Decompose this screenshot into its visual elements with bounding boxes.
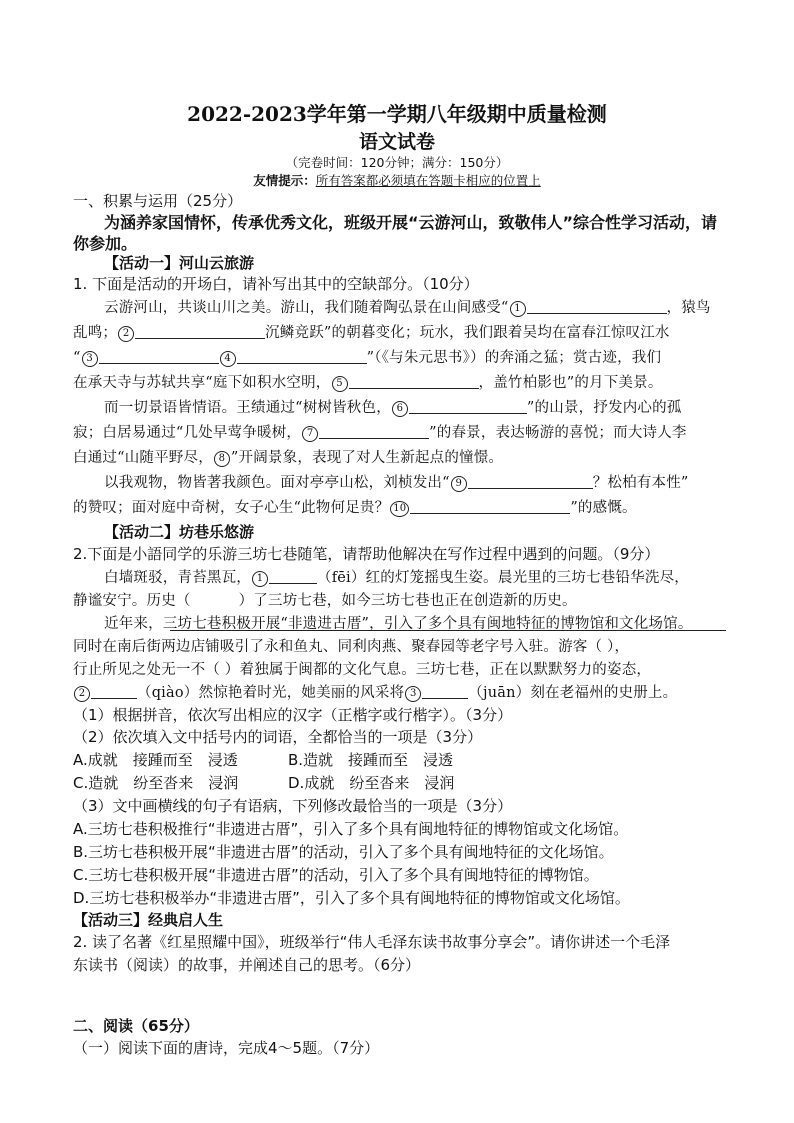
answer-blank-4 <box>237 349 367 364</box>
blank-number-badge: 8 <box>214 451 230 467</box>
subquestion-1: （1）根据拼音，依次写出相应的汉字（正楷字或行楷字）。（3分） <box>73 706 513 724</box>
blank-number-badge: 4 <box>220 351 236 367</box>
answer-blank-9 <box>468 474 593 489</box>
fix-option-a: A.三坊七巷积极推行“非遗进古厝”，引入了多个具有闽地特征的博物馆或文化场馆。 <box>73 820 629 838</box>
poem-blank-line-6: 寂；白居易通过“几处早莺争暖树， 7 ”的春景，表达畅游的喜悦；而大诗人李 <box>73 425 687 441</box>
blank-number-badge: 1 <box>252 571 268 587</box>
question-3-line1: 2. 读了名著《红星照耀中国》，班级举行“伟人毛泽东读书故事分享会”。请你讲述一个毛泽 <box>73 933 671 951</box>
poem-blank-line-9: 的赞叹；面对庭中奇树，女子心生“此物何足贵？ 10 ”的感慨。 <box>73 500 637 516</box>
option-c: C.造就 纷至沓来 浸润 <box>73 774 239 792</box>
tip-prefix: 友情提示： <box>253 173 316 188</box>
poem-blank-line-5: 而一切景语皆情语。王绩通过“树树皆秋色， 6 ”的山景，抒发内心的孤 <box>104 400 682 416</box>
fix-option-d: D.三坊七巷积极举办“非遗进古厝”，引入了多个具有闽地特征的博物馆或文化场馆。 <box>73 889 630 907</box>
faulty-sentence: 三坊七巷积极开展“非遗进古厝”，引入了多个具有闽地特征的博物馆和文化场馆。 <box>162 616 693 632</box>
blank-number-badge: 2 <box>74 686 90 702</box>
poem-blank-line-7: 白通过“山随平野尽， 8 ”开阔景象，表现了对人生新起点的憧憬。 <box>73 450 504 466</box>
answer-blank-2 <box>135 324 265 339</box>
blank-number-badge: 2 <box>118 326 134 342</box>
poem-blank-line-1: 云游河山，共谈山川之美。游山，我们随着陶弘景在山间感受“ 1 ，猿鸟 <box>104 300 711 316</box>
blank-number-badge: 6 <box>392 401 408 417</box>
essay-line-3: 近年来，三坊七巷积极开展“非遗进古厝”，引入了多个具有闽地特征的博物馆和文化场馆。 <box>104 616 693 632</box>
question-3-line2: 东读书（阅读）的故事，并阐述自己的思考。（6分） <box>73 956 421 974</box>
subquestion-2: （2）依次填入文中括号内的词语，全都恰当的一项是（3分） <box>73 728 483 746</box>
wavy-underline <box>170 626 726 631</box>
essay-line-5: 行止所见之处无一不（ ）着独属于闽都的文化气息。三坊七巷，正在以默默努力的姿态， <box>73 662 652 678</box>
section2-subheading: （一）阅读下面的唐诗，完成4～5题。（7分） <box>73 1039 380 1057</box>
essay-line-1: 白墙斑驳，青苔黑瓦， 1 （fēi）红的灯笼摇曳生姿。晨光里的三坊七巷铅华洗尽， <box>104 570 689 586</box>
question-1: 1. 下面是活动的开场白，请补写出其中的空缺部分。（10分） <box>73 275 479 293</box>
poem-blank-line-8: 以我观物，物皆著我颜色。面对亭亭山松，刘桢发出“ 9 ？松柏有本性” <box>104 475 689 491</box>
answer-blank-1 <box>527 299 667 314</box>
poem-blank-line-4: 在承天寺与苏轼共享“庭下如积水空明， 5 ，盖竹柏影也”的月下美景。 <box>73 375 663 391</box>
blank-number-badge: 3 <box>405 686 421 702</box>
section1-heading: 一、积累与运用（25分） <box>73 192 243 210</box>
blank-number-badge: 9 <box>451 476 467 492</box>
answer-blank-5 <box>349 374 479 389</box>
question-2: 2.下面是小語同学的乐游三坊七巷随笔，请帮助他解决在写作过程中遇到的问题。（9分） <box>73 545 660 563</box>
answer-blank-7 <box>319 424 429 439</box>
friendly-tip <box>0 171 794 189</box>
blank-number-badge: 3 <box>82 351 98 367</box>
section1-intro-line1: 为涵养家国情怀，传承优秀文化，班级开展“云游河山，致敬伟人”综合性学习活动，请 <box>104 213 718 232</box>
fix-option-c: C.三坊七巷积极开展“非遗进古厝”的活动，引入了多个具有闽地特征的博物馆。 <box>73 866 599 884</box>
blank-number-badge: 5 <box>332 376 348 392</box>
section1-intro-line2: 你参加。 <box>73 234 138 253</box>
essay-line-6: 2 （qiào）然惊艳着时光，她美丽的风采将 3 （juān）刻在老福州的史册上。 <box>73 681 677 702</box>
fix-option-b: B.三坊七巷积极开展“非遗进古厝”的活动，引入了多个具有闽地特征的文化场馆。 <box>73 843 614 861</box>
option-d: D.成就 纷至沓来 浸润 <box>288 774 455 792</box>
option-a: A.成就 接踵而至 浸透 <box>73 751 238 769</box>
essay-line-2: 静谧安宁。历史（ ）了三坊七巷，如今三坊七巷也正在创造新的历史。 <box>73 593 577 609</box>
tip-text: 所有答案都必须填在答题卡相应的位置上 <box>315 173 541 188</box>
activity3-title: 【活动三】经典启人生 <box>73 911 224 929</box>
blank-number-badge: 1 <box>510 301 526 317</box>
poem-blank-line-2: 乱鸣； 2 沉鳞竞跃”的朝暮变化；玩水，我们跟着吴均在富春江惊叹江水 <box>73 325 670 341</box>
answer-blank-6 <box>409 399 527 414</box>
pinyin-blank-2 <box>91 684 137 699</box>
time-note: （完卷时间：120分钟；满分：150分） <box>285 155 509 170</box>
section2-heading: 二、阅读（65分） <box>73 1017 199 1035</box>
blank-number-badge: 7 <box>302 426 318 442</box>
essay-line-4: 同时在南后街两边店铺吸引了永和鱼丸、同利肉燕、聚春园等老字号入驻。游客（ ）， <box>73 639 630 655</box>
blank-number-badge: 10 <box>390 501 409 517</box>
answer-blank-3 <box>99 349 219 364</box>
activity2-title: 【活动二】坊巷乐悠游 <box>104 523 255 541</box>
exam-title: 2022-2023学年第一学期八年级期中质量检测 <box>187 102 607 126</box>
poem-blank-line-3: “ 3 4 ”（《与朱元思书》）的奔涌之猛；赏古迹，我们 <box>73 350 662 366</box>
exam-subtitle: 语文试卷 <box>358 131 435 153</box>
pinyin-blank-3 <box>422 684 468 699</box>
activity1-title: 【活动一】河山云旅游 <box>104 254 255 272</box>
answer-blank-10 <box>410 499 570 514</box>
option-b: B.造就 接踵而至 浸透 <box>288 751 454 769</box>
subquestion-3: （3）文中画横线的句子有语病，下列修改最恰当的一项是（3分） <box>73 797 513 815</box>
pinyin-blank-1 <box>269 569 317 584</box>
